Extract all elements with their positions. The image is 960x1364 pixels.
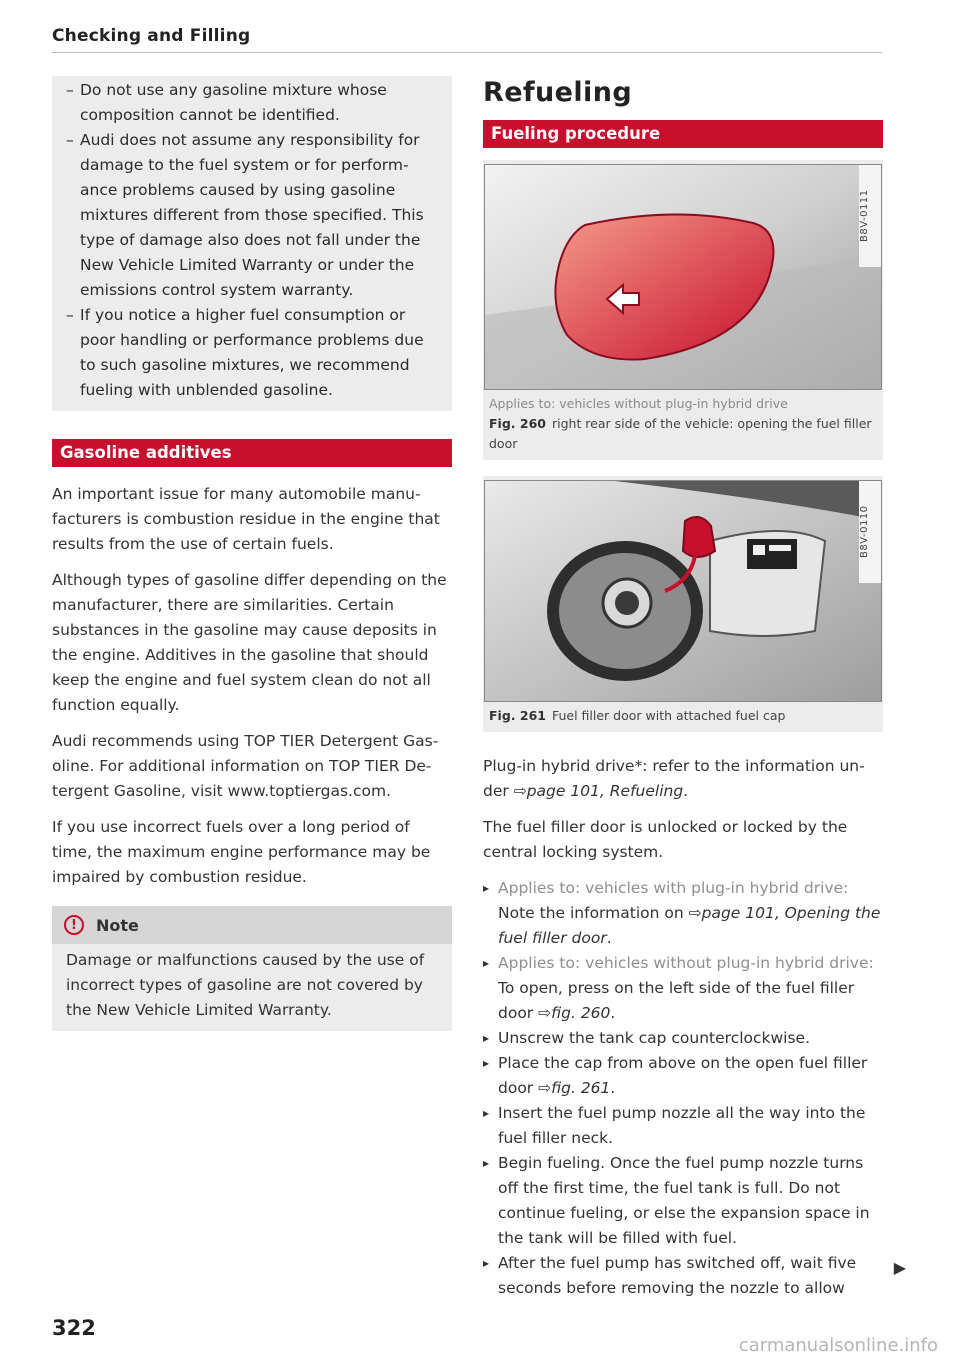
arrow-icon: ⇨	[538, 1004, 552, 1022]
step-item: ▸ Applies to: vehicles with plug-in hybrid drive: Note the information on ⇨page 101, Opening the fuel filler door.	[483, 876, 883, 951]
page-reference-link[interactable]: page 101, Refueling	[526, 782, 684, 800]
figure-reference-link[interactable]: fig. 261	[551, 1079, 611, 1097]
page-number: 322	[52, 1316, 96, 1340]
note-box	[52, 906, 452, 1031]
section-header: Checking and Filling	[52, 26, 882, 53]
central-locking-paragraph: The fuel filler door is unlocked or locked by the central locking system.	[483, 818, 848, 861]
intro-end: .	[683, 782, 689, 800]
figure-code: B8V-0111	[859, 165, 881, 267]
figure-caption-text: right rear side of the vehicle: opening the fuel filler door	[489, 416, 872, 451]
step-item: ▸ Place the cap from above on the open fuel filler door ⇨fig. 261.	[483, 1051, 883, 1101]
step-item: ▸ Begin fueling. Once the fuel pump nozzle turns off the first time, the fuel tank is full. Do not continue fueling, or else the expansion space in the tank will be filled with fuel.	[483, 1151, 883, 1251]
refueling-heading: Refueling	[483, 77, 633, 108]
warning-item: – Do not use any gasoline mixture whose composition cannot be identified.	[66, 78, 438, 128]
figure-260-caption	[483, 390, 883, 460]
figure-261	[483, 476, 883, 732]
note-header	[52, 906, 452, 944]
paragraph: An important issue for many automobile manu-facturers is combustion residue in the engine that results from the use of certain fuels.	[52, 485, 440, 553]
step-item: ▸ Unscrew the tank cap counterclockwise.	[483, 1026, 883, 1051]
step-item: ▸ After the fuel pump has switched off, wait five seconds before removing the nozzle to allow	[483, 1251, 883, 1301]
warning-item: – If you notice a higher fuel consumption or poor handling or performance problems due to such gasoline mixtures, we recommend fueling with unblended gasoline.	[66, 303, 438, 403]
figure-label: Fig. 260	[489, 416, 546, 431]
step-text: Note the information on	[498, 904, 689, 922]
fuel-door-closed-image	[484, 164, 882, 390]
continue-arrow-icon: ▶	[893, 1258, 906, 1277]
left-column	[52, 76, 452, 1031]
warning-continuation-box	[52, 76, 452, 411]
figure-caption-text: Fuel filler door with attached fuel cap	[551, 708, 786, 723]
fuel-door-closed-illustration	[485, 165, 882, 390]
figure-label: Fig. 261	[489, 708, 546, 723]
figure-code: B8V-0110	[859, 481, 881, 583]
paragraph: Although types of gasoline differ depending on the manufacturer, there are similarities. Certain substances in the gasoline may cause deposits in the engine. Additives in the gasoline that should keep the engine and fuel system clean do not all function equally.	[52, 571, 447, 714]
plug-in-hybrid-intro	[483, 754, 883, 804]
arrow-icon: ⇨	[688, 904, 702, 922]
step-applies-note: Applies to: vehicles with plug-in hybrid drive:	[498, 879, 849, 897]
note-text: Damage or malfunctions caused by the use of incorrect types of gasoline are not covered by the New Vehicle Limited Warranty.	[52, 944, 452, 1031]
page-reference-link[interactable]: page 101, Opening the fuel filler door	[498, 904, 881, 947]
fueling-procedure-heading: Fueling procedure	[483, 120, 883, 148]
right-column	[483, 76, 883, 1301]
paragraph: Audi recommends using TOP TIER Detergent Gas-oline. For additional information on TOP TIER De-tergent Gasoline, visit www.toptiergas.com.	[52, 732, 439, 800]
figure-261-caption	[483, 702, 883, 732]
exclamation-icon: !	[64, 915, 84, 935]
step-applies-note: Applies to: vehicles without plug-in hybrid drive:	[498, 954, 874, 972]
step-text: To open, press on the left side of the fuel filler door	[498, 979, 855, 1022]
gasoline-additives-heading: Gasoline additives	[52, 439, 452, 467]
refueling-steps	[483, 876, 883, 1301]
note-title: Note	[96, 915, 139, 935]
figure-applies-note: Applies to: vehicles without plug-in hybrid drive	[489, 396, 788, 411]
figure-260	[483, 160, 883, 460]
warning-item: – Audi does not assume any responsibility for damage to the fuel system or for perform-ance problems caused by using gasoline mixtures different from those specified. This type of damage also does not fall under the New Vehicle Limited Warranty or under the emissions control system warranty.	[66, 128, 438, 303]
arrow-icon: ⇨	[538, 1079, 552, 1097]
fuel-door-open-image	[484, 480, 882, 702]
paragraph: If you use incorrect fuels over a long period of time, the maximum engine performance may be impaired by combustion residue.	[52, 818, 431, 886]
step-text: Place the cap from above on the open fuel filler door	[498, 1054, 868, 1097]
step-item: ▸ Insert the fuel pump nozzle all the way into the fuel filler neck.	[483, 1101, 883, 1151]
watermark: carmanualsonline.info	[738, 1335, 938, 1356]
fuel-door-open-illustration	[485, 481, 882, 702]
intro-text: Plug-in hybrid drive*: refer to the information un-der	[483, 757, 865, 800]
arrow-icon: ⇨	[513, 782, 527, 800]
step-item: ▸ Applies to: vehicles without plug-in hybrid drive: To open, press on the left side of the fuel filler door ⇨fig. 260.	[483, 951, 883, 1026]
figure-reference-link[interactable]: fig. 260	[551, 1004, 611, 1022]
